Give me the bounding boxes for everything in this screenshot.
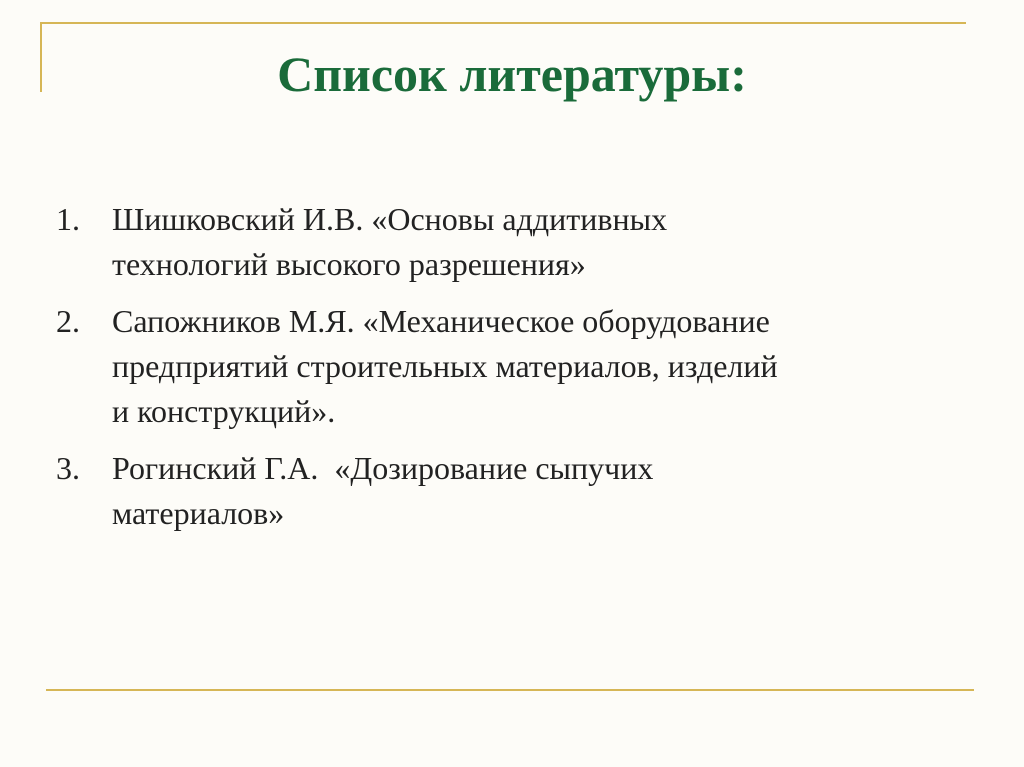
reference-line: предприятий строительных материалов, изделий bbox=[112, 348, 778, 384]
reference-line: Шишковский И.В. «Основы аддитивных bbox=[112, 201, 668, 237]
reference-item-2 bbox=[56, 299, 976, 434]
reference-number: 3. bbox=[56, 450, 80, 486]
reference-line: материалов» bbox=[112, 495, 285, 531]
reference-line: Рогинский Г.А. «Дозирование сыпучих bbox=[112, 450, 654, 486]
reference-line: Сапожников М.Я. «Механическое оборудование bbox=[112, 303, 770, 339]
reference-line: и конструкций». bbox=[112, 393, 336, 429]
reference-item-1 bbox=[56, 197, 976, 287]
reference-text bbox=[112, 299, 976, 434]
reference-text bbox=[112, 197, 976, 287]
top-divider bbox=[40, 22, 966, 24]
reference-list bbox=[56, 197, 976, 548]
reference-line: технологий высокого разрешения» bbox=[112, 246, 586, 282]
reference-number: 1. bbox=[56, 201, 80, 237]
reference-item-3 bbox=[56, 446, 976, 536]
reference-text bbox=[112, 446, 976, 536]
reference-number: 2. bbox=[56, 303, 80, 339]
slide-title: Список литературы: bbox=[277, 46, 747, 102]
bottom-divider bbox=[46, 689, 974, 691]
